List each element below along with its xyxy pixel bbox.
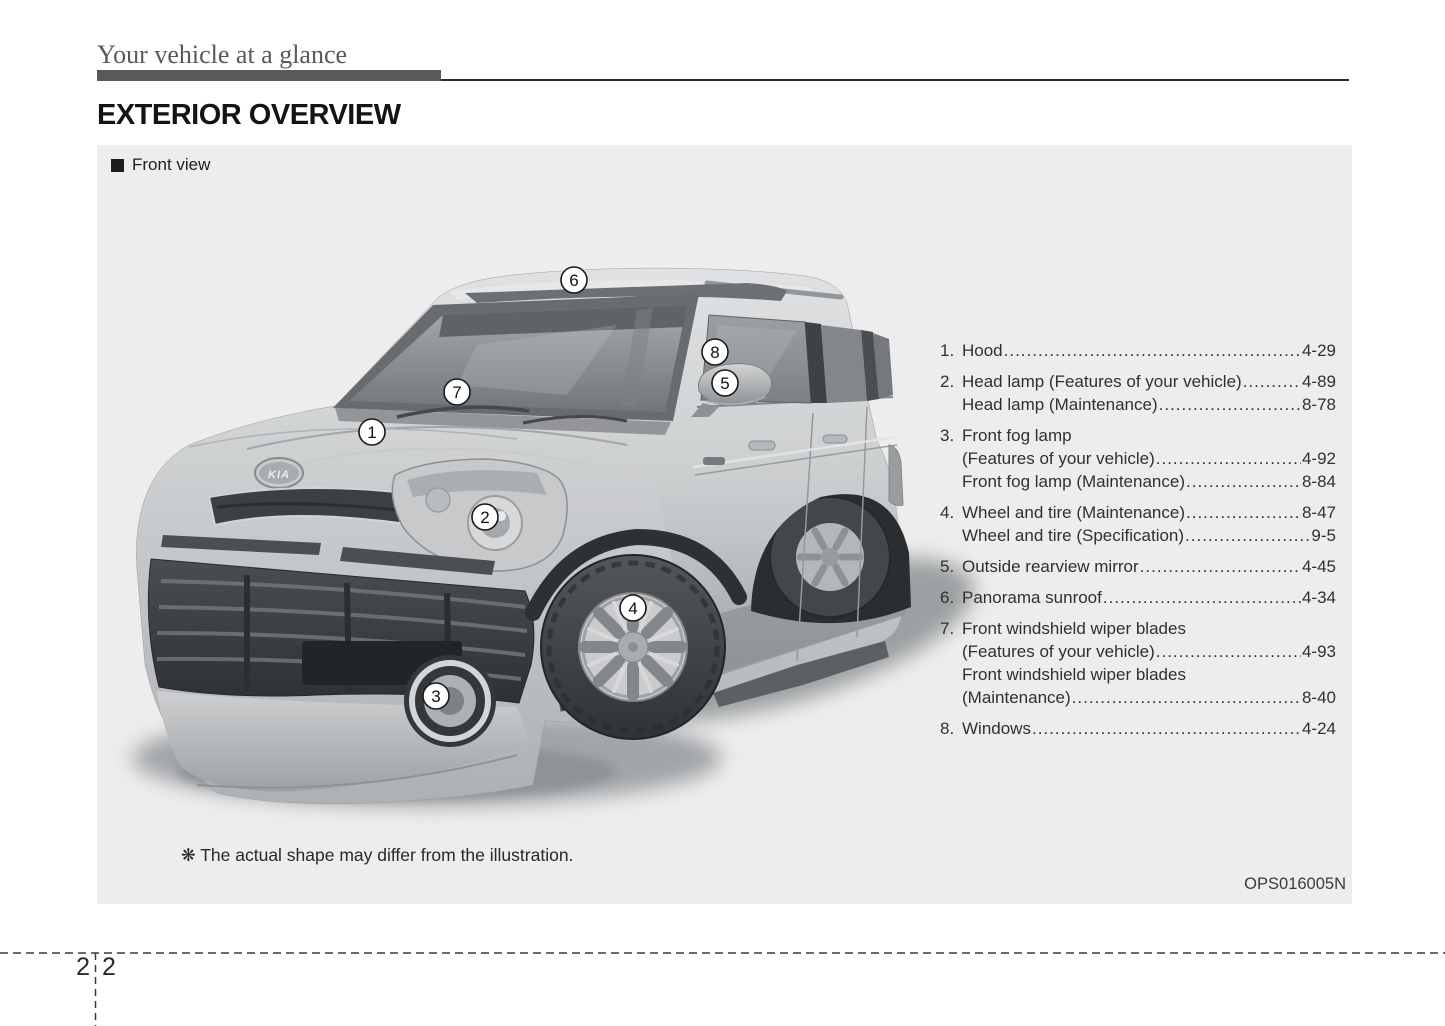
toc-row	[940, 424, 1336, 447]
toc-page-ref: 8-78	[1301, 395, 1336, 414]
toc-row	[940, 470, 1336, 493]
chapter-title: Your vehicle at a glance	[97, 40, 348, 69]
toc-item-label: Front fog lamp (Maintenance)	[962, 472, 1185, 491]
toc-item-label: Head lamp (Features of your vehicle)	[962, 372, 1242, 391]
toc-item-number: 2.	[940, 372, 955, 391]
callout-panorama-sunroof	[561, 267, 587, 293]
toc-item-number: 1.	[940, 341, 955, 360]
dot-leader	[1103, 586, 1301, 609]
toc-page-ref: 9-5	[1311, 526, 1336, 545]
toc-item-label: (Maintenance)	[962, 688, 1071, 707]
svg-text:3: 3	[431, 687, 441, 706]
image-code: OPS016005N	[1244, 875, 1346, 893]
illustration-panel	[97, 145, 1352, 904]
front-view-text: Front view	[132, 155, 211, 174]
page-number: 2	[102, 953, 116, 981]
toc-row	[940, 447, 1336, 470]
toc-row	[940, 686, 1336, 709]
dot-leader	[1159, 393, 1301, 416]
dot-leader	[1072, 686, 1301, 709]
toc-item-label: Wheel and tire (Specification)	[962, 526, 1185, 545]
toc-page-ref: 4-93	[1301, 642, 1336, 661]
rear-door-window	[821, 325, 867, 403]
toc-row	[940, 586, 1336, 609]
callout-wheel-and-tire	[620, 595, 646, 621]
toc-item-number: 6.	[940, 588, 955, 607]
footer-crop-marks	[0, 948, 1445, 1026]
toc-item-number: 3.	[940, 426, 955, 445]
front-fog-lamp	[404, 655, 496, 747]
svg-text:4: 4	[628, 599, 638, 618]
page-title: EXTERIOR OVERVIEW	[97, 99, 401, 131]
dot-leader	[1156, 447, 1301, 470]
callout-front-windshield-wiper-blades	[444, 379, 470, 405]
callout-outside-rearview-mirror	[712, 370, 738, 396]
toc-item-label: Front windshield wiper blades	[962, 619, 1186, 638]
toc-item-number: 8.	[940, 719, 955, 738]
toc-item-number: 5.	[940, 557, 955, 576]
toc-page-ref: 8-40	[1301, 688, 1336, 707]
callout-head-lamp	[472, 504, 498, 530]
square-bullet-icon	[111, 159, 124, 172]
toc-item-label: Front windshield wiper blades	[962, 665, 1186, 684]
dot-leader	[1185, 524, 1310, 547]
toc-row	[940, 524, 1336, 547]
toc-row	[940, 555, 1336, 578]
svg-text:5: 5	[720, 374, 730, 393]
soul-badge	[703, 457, 725, 465]
toc-item-label: Wheel and tire (Maintenance)	[962, 503, 1186, 522]
toc-page-ref: 8-47	[1301, 503, 1336, 522]
toc-row	[940, 393, 1336, 416]
toc-item-label: (Features of your vehicle)	[962, 449, 1155, 468]
svg-text:8: 8	[710, 343, 720, 362]
callout-windows	[702, 339, 728, 365]
chapter-number: 2	[76, 953, 90, 981]
toc-row	[940, 640, 1336, 663]
toc-item-label: Panorama sunroof	[962, 588, 1102, 607]
toc-item-label: (Features of your vehicle)	[962, 642, 1155, 661]
dot-leader	[1186, 501, 1301, 524]
callout-front-fog-lamp	[423, 683, 449, 709]
toc-item-label: Hood	[962, 341, 1003, 360]
dot-leader	[1243, 370, 1301, 393]
svg-text:7: 7	[452, 383, 462, 402]
toc-item-label: Front fog lamp	[962, 426, 1072, 445]
svg-text:6: 6	[569, 271, 579, 290]
parts-index-list	[940, 331, 1336, 740]
front-view-label	[111, 155, 210, 175]
toc-page-ref: 4-89	[1301, 372, 1336, 391]
dot-leader	[1032, 717, 1301, 740]
toc-item-number: 4.	[940, 503, 955, 522]
toc-page-ref: 4-34	[1301, 588, 1336, 607]
toc-item-label: Head lamp (Maintenance)	[962, 395, 1158, 414]
toc-row	[940, 717, 1336, 740]
toc-row	[940, 617, 1336, 640]
dot-leader	[1004, 339, 1301, 362]
toc-row	[940, 339, 1336, 362]
toc-page-ref: 4-92	[1301, 449, 1336, 468]
toc-page-ref: 4-29	[1301, 341, 1336, 360]
dot-leader	[1186, 470, 1301, 493]
toc-item-number: 7.	[940, 619, 955, 638]
callout-hood	[359, 419, 385, 445]
svg-text:1: 1	[367, 423, 377, 442]
toc-row	[940, 370, 1336, 393]
door-handle-rear	[823, 435, 847, 443]
note-text: The actual shape may differ from the illustration.	[200, 845, 574, 865]
header-bar	[97, 70, 441, 81]
toc-row	[940, 501, 1336, 524]
illustration-note	[181, 845, 573, 866]
svg-text:KIA: KIA	[268, 469, 290, 481]
toc-item-label: Windows	[962, 719, 1031, 738]
toc-row	[940, 663, 1336, 686]
svg-text:2: 2	[480, 508, 490, 527]
dot-leader	[1140, 555, 1301, 578]
tail-lamp-edge	[889, 445, 903, 506]
door-handle-front	[749, 441, 775, 450]
dot-leader	[1156, 640, 1301, 663]
note-symbol-icon: ❋	[181, 845, 196, 865]
toc-page-ref: 8-84	[1301, 472, 1336, 491]
toc-item-label: Outside rearview mirror	[962, 557, 1139, 576]
toc-page-ref: 4-45	[1301, 557, 1336, 576]
kia-badge	[255, 458, 303, 488]
toc-page-ref: 4-24	[1301, 719, 1336, 738]
